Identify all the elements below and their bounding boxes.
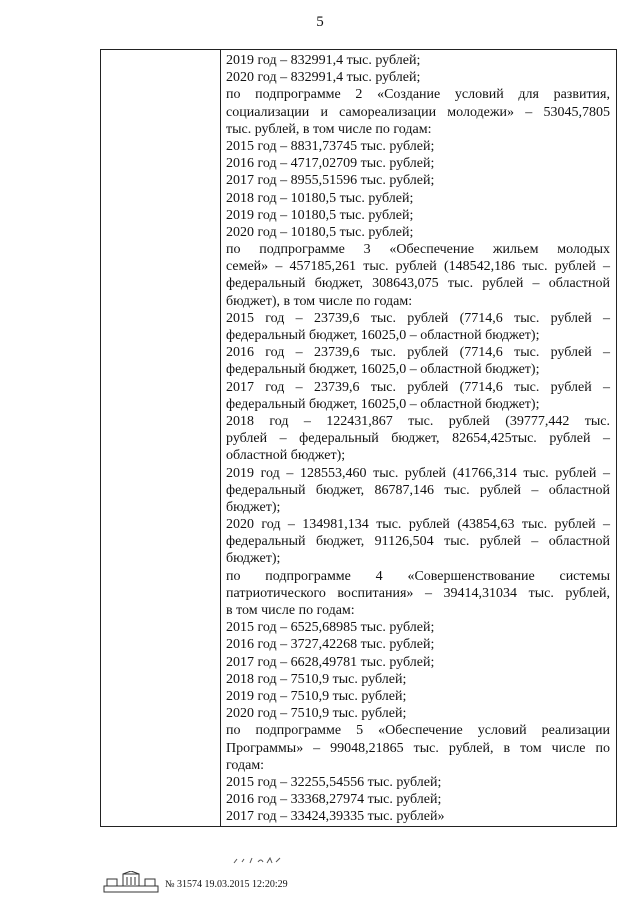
text-line: 2015 год – 8831,73745 тыс. рублей; — [226, 138, 435, 154]
text-line: федеральный бюджет, 16025,0 – областной бюджет); — [226, 396, 540, 412]
text-line: бюджет); — [226, 499, 281, 515]
text-line: по подпрограмме 2 «Создание условий для развития, — [226, 87, 610, 103]
text-line: 2017 год – 6628,49781 тыс. рублей; — [226, 654, 435, 670]
text-line: 2018 год – 7510,9 тыс. рублей; — [226, 671, 407, 687]
text-line: по подпрограмме 3 «Обеспечение жильем молодых — [226, 242, 610, 258]
text-line: 2020 год – 7510,9 тыс. рублей; — [226, 706, 407, 722]
text-line: 2016 год – 23739,6 тыс. рублей (7714,6 тыс. рублей – — [226, 345, 610, 361]
text-line: 2020 год – 134981,134 тыс. рублей (43854,63 тыс. рублей – — [226, 517, 610, 533]
page-number: 5 — [316, 14, 324, 30]
text-line: 2018 год – 10180,5 тыс. рублей; — [226, 190, 414, 206]
text-line: 2016 год – 3727,42268 тыс. рублей; — [226, 637, 435, 653]
text-line: Программы» – 99048,21865 тыс. рублей, в том числе по — [226, 740, 610, 756]
text-line: 2016 год – 33368,27974 тыс. рублей; — [226, 792, 442, 808]
column-divider — [220, 50, 221, 826]
text-line: федеральный бюджет, 16025,0 – областной бюджет); — [226, 362, 540, 378]
text-line: по подпрограмме 4 «Совершенствование системы — [226, 568, 610, 584]
text-line: 2015 год – 23739,6 тыс. рублей (7714,6 тыс. рублей – — [226, 310, 610, 326]
text-line: 2020 год – 832991,4 тыс. рублей; — [226, 70, 421, 86]
text-line: социализации и самореализации молодежи» – 53045,7805 — [226, 104, 610, 120]
registry-stamp-icon — [103, 871, 159, 893]
text-line: патриотического воспитания» – 39414,31034 тыс. рублей, — [226, 585, 610, 601]
text-line: 2019 год – 10180,5 тыс. рублей; — [226, 207, 414, 223]
text-line: 2017 год – 8955,51596 тыс. рублей; — [226, 173, 435, 189]
text-line: семей» – 457185,261 тыс. рублей (148542,186 тыс. рублей – — [226, 259, 610, 275]
text-line: бюджет); — [226, 551, 281, 567]
text-line: федеральный бюджет, 308643,075 тыс. рублей – областной — [226, 276, 610, 292]
text-line: 2015 год – 6525,68985 тыс. рублей; — [226, 620, 435, 636]
text-line: федеральный бюджет, 86787,146 тыс. рублей – областной — [226, 482, 610, 498]
text-line: тыс. рублей, в том числе по годам: — [226, 121, 432, 137]
footer — [103, 871, 288, 893]
text-line: бюджет), в том числе по годам: — [226, 293, 413, 309]
text-line: федеральный бюджет, 91126,504 тыс. рублей – областной — [226, 534, 610, 550]
text-line: 2016 год – 4717,02709 тыс. рублей; — [226, 156, 435, 172]
text-line: 2017 год – 23739,6 тыс. рублей (7714,6 тыс. рублей – — [226, 379, 610, 395]
text-line: 2019 год – 832991,4 тыс. рублей; — [226, 53, 421, 68]
text-line: 2020 год – 10180,5 тыс. рублей; — [226, 224, 414, 240]
text-line: федеральный бюджет, 16025,0 – областной бюджет); — [226, 328, 540, 343]
text-line: 2017 год – 33424,39335 тыс. рублей» — [226, 809, 445, 825]
text-line: 2015 год – 32255,54556 тыс. рублей; — [226, 774, 442, 790]
text-line: годам: — [226, 757, 265, 773]
handwritten-mark — [232, 854, 284, 866]
footer-registration-text: № 31574 19.03.2015 12:20:29 — [165, 879, 288, 890]
text-line: рублей – федеральный бюджет, 82654,425тыс. рублей – — [226, 431, 610, 447]
text-line: 2018 год – 122431,867 тыс. рублей (39777,442 тыс. — [226, 413, 610, 429]
text-line: по подпрограмме 5 «Обеспечение условий реализации — [226, 723, 610, 739]
table-cell-content — [226, 52, 610, 825]
text-line: областной бюджет); — [226, 448, 346, 464]
text-line: 2019 год – 7510,9 тыс. рублей; — [226, 688, 407, 704]
text-line: в том числе по годам: — [226, 603, 355, 618]
text-line: 2019 год – 128553,460 тыс. рублей (41766,314 тыс. рублей – — [226, 465, 610, 481]
